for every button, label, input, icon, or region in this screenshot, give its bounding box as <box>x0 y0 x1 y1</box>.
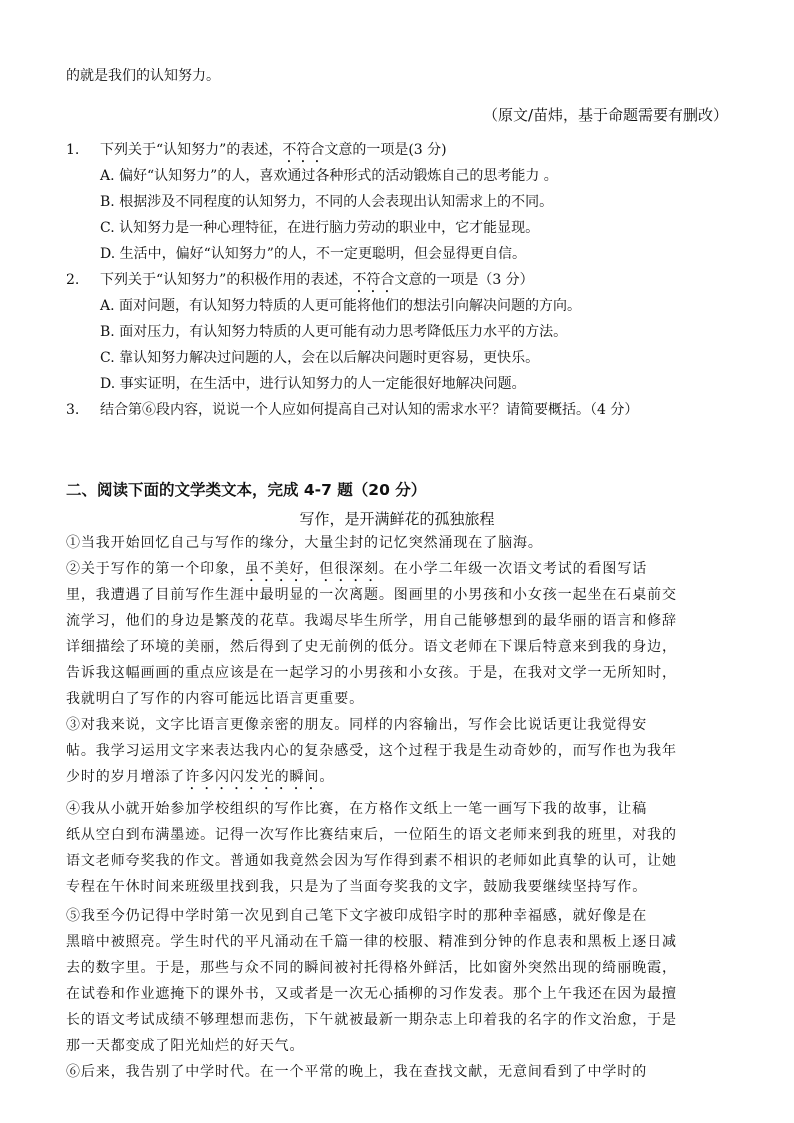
paragraph-1: ①当我开始回忆自己与写作的缘分，大量尘封的记忆突然涌现在了脑海。 <box>66 535 543 551</box>
question-1-number: 1. <box>66 142 80 158</box>
question-2-option-a: A. 面对问题，有认知努力特质的人更可能将他们的想法引向解决问题的方向。 <box>100 298 582 314</box>
question-1-option-c: C. 认知努力是一种心理特征，在进行脑力劳动的职业中，它才能显现。 <box>100 220 540 236</box>
question-2-option-b: B. 面对压力，有认知努力特质的人更可能有动力思考降低压力水平的方法。 <box>100 324 568 340</box>
question-2-stem-after: 文意的一项是（3 分） <box>394 272 534 288</box>
paragraph-6-line-1: ⑥后来，我告别了中学时代。在一个平常的晚上，我在查找文献，无意间看到了中学时的 <box>66 1064 648 1080</box>
paragraph-2-emphasis: 虽不美好，但很深刻 <box>244 561 379 577</box>
intro-tail-text: 的就是我们的认知努力。 <box>66 68 220 84</box>
paragraph-3-line-3-after: 。 <box>319 769 335 785</box>
paragraph-4-line-1: ④我从小就开始参加学校组织的写作比赛，在方格作文纸上一笔一画写下我的故事，让稿 <box>66 801 648 817</box>
paragraph-5-line-3: 去的数字里。于是，那些与众不同的瞬间被衬托得格外鲜活，比如窗外突然出现的绮丽晚霞， <box>66 960 677 976</box>
question-1-emphasis: 不符合 <box>282 142 325 158</box>
paragraph-4-line-3: 语文老师夸奖我的作文。普通如我竟然会因为写作得到素不相识的老师如此真挚的认可，让她 <box>66 853 677 869</box>
question-1-stem <box>66 140 447 166</box>
paragraph-5-line-6: 那一天都变成了阳光灿烂的好天气。 <box>66 1038 305 1054</box>
question-3-stem-text: 结合第⑥段内容，说说一个人应如何提高自己对认知的需求水平？请简要概括。（4 分） <box>100 402 639 418</box>
paragraph-5-line-5: 长的语文考试成绩不够理想而悲伤，下午就被最新一期杂志上印着我的名字的作文治愈，于是 <box>66 1012 677 1028</box>
paragraph-5-line-2: 黑暗中被照亮。学生时代的平凡涌动在千篇一律的校服、精准到分钟的作息表和黑板上逐日减 <box>66 934 677 950</box>
essay-title: 写作，是开满鲜花的孤独旅程 <box>299 510 495 528</box>
paragraph-4-line-4: 专程在午休时间来班级里找到我，只是为了当面夸奖我的文字，鼓励我要继续坚持写作。 <box>66 879 648 895</box>
paragraph-2-line-3: 流学习，他们的身边是繁茂的花草。我竭尽毕生所学，用自己能够想到的最华丽的语言和修辞 <box>66 613 677 629</box>
paragraph-3-emphasis: 许多闪闪发光的瞬间 <box>185 769 320 785</box>
question-1-stem-before: 下列关于“认知努力”的表述， <box>100 142 283 158</box>
question-2-stem-before: 下列关于“认知努力”的积极作用的表述， <box>100 272 353 288</box>
question-2-number: 2. <box>66 272 80 288</box>
paragraph-3-line-3-before: 少时的岁月增添了 <box>66 769 186 785</box>
source-note: （原文/苗炜，基于命题需要有删改） <box>482 106 728 124</box>
question-2-option-c: C. 靠认知努力解决过问题的人，会在以后解决问题时更容易，更快乐。 <box>100 350 540 366</box>
question-2-emphasis: 不符合 <box>352 272 395 288</box>
paragraph-2-line-1-before: ②关于写作的第一个印象， <box>66 561 245 577</box>
question-1-option-a: A. 偏好“认知努力”的人，喜欢通过各种形式的活动锻炼自己的思考能力 。 <box>100 168 558 184</box>
question-3-stem <box>66 400 638 420</box>
paragraph-2-line-2: 里，我遭遇了目前写作生涯中最明显的一次离题。图画里的小男孩和小女孩一起坐在石桌前交 <box>66 587 677 603</box>
paragraph-2-line-5: 告诉我这幅画画的重点应该是在一起学习的小男孩和小女孩。于是，在我对文学一无所知时， <box>66 665 677 681</box>
paragraph-2-line-4: 详细描绘了环境的美丽，然后得到了史无前例的低分。语文老师在下课后特意来到我的身边， <box>66 639 677 655</box>
question-1-option-b: B. 根据涉及不同程度的认知努力，不同的人会表现出认知需求上的不同。 <box>100 194 554 210</box>
paragraph-3-line-3 <box>66 767 334 793</box>
paragraph-3-line-1: ③对我来说，文字比语言更像亲密的朋友。同样的内容输出，写作会比说话更让我觉得安 <box>66 717 648 733</box>
paragraph-3-line-2: 帖。我学习运用文字来表达我内心的复杂感受，这个过程于我是生动奇妙的，而写作也为我年 <box>66 743 677 759</box>
question-1-option-d: D. 生活中，偏好“认知努力”的人，不一定更聪明，但会显得更自信。 <box>100 246 526 262</box>
question-1-stem-after: 文意的一项是(3 分) <box>324 142 447 158</box>
question-3-number: 3. <box>66 402 80 418</box>
paragraph-2-line-1 <box>66 559 647 585</box>
paragraph-4-line-2: 纸从空白到布满墨迹。记得一次写作比赛结束后，一位陌生的语文老师来到我的班里，对我的 <box>66 827 677 843</box>
section-2-heading: 二、阅读下面的文学类文本，完成 4-7 题（20 分） <box>66 481 427 499</box>
question-2-option-d: D. 事实证明，在生活中，进行认知努力的人一定能很好地解决问题。 <box>100 376 526 392</box>
paragraph-5-line-1: ⑤我至今仍记得中学时第一次见到自己笔下文字被印成铅字时的那种幸福感，就好像是在 <box>66 908 648 924</box>
paragraph-2-line-6: 我就明白了写作的内容可能远比语言更重要。 <box>66 691 364 707</box>
question-2-stem <box>66 270 534 296</box>
paragraph-5-line-4: 在试卷和作业遮掩下的课外书，又或者是一次无心插柳的习作发表。那个上午我还在因为最擅 <box>66 986 677 1002</box>
paragraph-2-line-1-after: 。在小学二年级一次语文考试的看图写话 <box>378 561 648 577</box>
